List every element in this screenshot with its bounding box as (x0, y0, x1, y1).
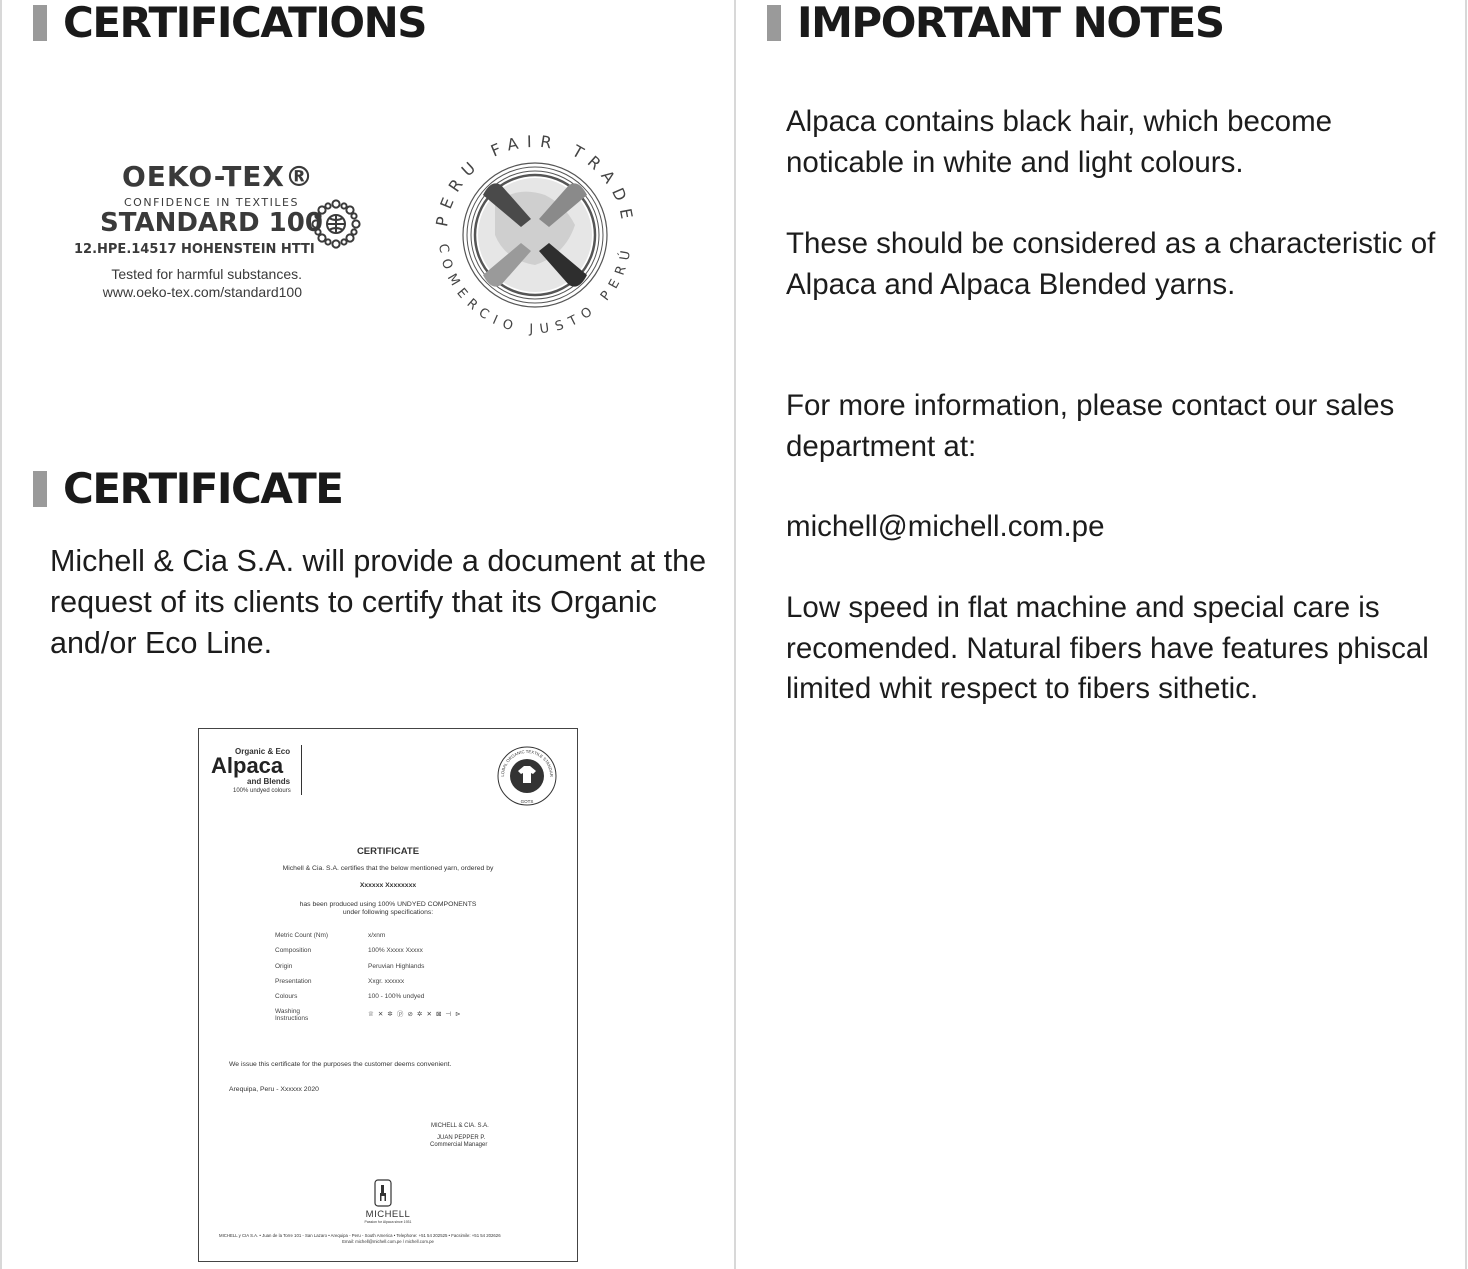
spec-row (275, 978, 404, 985)
spec-key (275, 1008, 368, 1022)
spec-value: x/xnm (368, 932, 386, 939)
doc-logo-note: 100% undyed colours (233, 788, 291, 794)
doc-line1: Michell & Cia. S.A. certifies that the below mentioned yarn, ordered by (282, 865, 494, 872)
note-machine-care: Low speed in flat machine and special care is recomended. Natural fibers have features phiscal limited whit respect to fibers sithetic. (786, 591, 1429, 705)
note-black-hair: Alpaca contains black hair, which become noticable in white and light colours. (786, 105, 1333, 179)
heading-marker (33, 5, 47, 41)
doc-issue: We issue this certificate for the purposes the customer deems convenient. (229, 1061, 452, 1068)
oeko-tagline: CONFIDENCE IN TEXTILES (124, 196, 299, 209)
certificate-title: CERTIFICATE (63, 464, 343, 513)
right-edge-line (1465, 0, 1467, 1269)
doc-footer-2: Email: michell@michell.com.pe / michell.com.pe (342, 1239, 434, 1244)
doc-client: Xxxxxx Xxxxxxxx (359, 882, 417, 889)
doc-signer: JUAN PEPPER P. (437, 1135, 486, 1141)
heading-marker (33, 471, 47, 507)
washing-label-1: Washing (275, 1008, 301, 1015)
spec-key: Origin (275, 963, 293, 970)
oeko-code: 12.HPE.14517 HOHENSTEIN HTTI (74, 242, 315, 257)
gots-ring-text: LOBAL ORGANIC TEXTILE STANDAR (499, 748, 555, 777)
doc-logo-sub: and Blends (247, 777, 291, 786)
oeko-tested: Tested for harmful substances. (111, 266, 302, 282)
spec-value: Peruvian Highlands (368, 963, 425, 970)
oeko-url: www.oeko-tex.com/standard100 (102, 284, 302, 300)
note-characteristic: These should be considered as a characteristic of Alpaca and Alpaca Blended yarns. (786, 227, 1436, 301)
spec-key: Presentation (275, 978, 312, 985)
oeko-standard: STANDARD 100 (100, 208, 323, 238)
globe-flower-icon (308, 196, 364, 252)
spec-value: Xxgr. xxxxxx (368, 978, 405, 985)
seal-top-text: PERU FAIR TRADE (432, 131, 638, 229)
certificate-description: Michell & Cia S.A. will provide a document at the request of its clients to certify that its Organic and/or Eco Line. (50, 544, 707, 660)
certifications-title: CERTIFICATIONS (63, 0, 427, 47)
center-divider (734, 0, 736, 1269)
oeko-brand: OEKO-TEX® (122, 160, 315, 193)
washing-label-2: Instructions (275, 1015, 309, 1022)
important-notes-heading (767, 0, 1224, 47)
gots-seal (496, 745, 558, 807)
important-notes-title: IMPORTANT NOTES (797, 0, 1224, 47)
doc-line2: has been produced using 100% UNDYED COMPONENTS (299, 901, 477, 908)
heading-marker (767, 5, 781, 41)
doc-brand-tag: Passion for Alpaca since 1931 (364, 1220, 412, 1224)
doc-footer-1: MICHELL y CIA S.A. • Juan de la Torre 101 - San Lazaro • Arequipa - Peru - South America • Telephone: +51 54 202525 • Facsimile: +51 54 202626 (219, 1233, 501, 1238)
doc-role: Commercial Manager (430, 1142, 488, 1148)
doc-place-date: Arequipa, Peru - Xxxxxx 2020 (229, 1086, 319, 1093)
gots-label: GOTS (520, 799, 534, 804)
spec-value: 100% Xxxxx Xxxxx (368, 947, 423, 954)
contact-email[interactable]: michell@michell.com.pe (786, 510, 1105, 543)
alpaca-icon (374, 1179, 392, 1207)
spec-row (275, 993, 424, 1000)
doc-title: CERTIFICATE (356, 846, 420, 857)
washing-icons: ♕ ✕ ✲ ⓟ ⊘ ✲ ✕ ⊠ ⊣ ⊳ (368, 1010, 462, 1018)
spec-key: Composition (275, 947, 312, 954)
doc-company: MICHELL & CIA. S.A. (431, 1123, 489, 1129)
certificate-document (198, 728, 578, 1262)
spec-row-washing (275, 1008, 462, 1022)
spec-key: Metric Count (Nm) (275, 932, 329, 939)
doc-logo-rule (301, 745, 302, 795)
spec-value: 100 - 100% undyed (368, 993, 425, 1000)
doc-brand: MICHELL (365, 1209, 411, 1220)
spec-row (275, 963, 424, 970)
doc-line3: under following specifications: (342, 909, 434, 916)
left-edge-line (0, 0, 2, 1269)
doc-logo-big: Alpaca (211, 753, 284, 778)
spec-row (275, 947, 423, 954)
doc-logo-small: Organic & Eco (235, 747, 291, 756)
certifications-heading (33, 0, 427, 47)
fair-trade-seal (425, 125, 645, 345)
note-contact: For more information, please contact our sales department at: (786, 389, 1395, 463)
spec-row (275, 932, 385, 939)
certificate-heading (33, 464, 343, 513)
seal-bottom-text: COMERCIO JUSTO PERÚ (435, 242, 636, 338)
spec-key: Colours (275, 993, 298, 1000)
